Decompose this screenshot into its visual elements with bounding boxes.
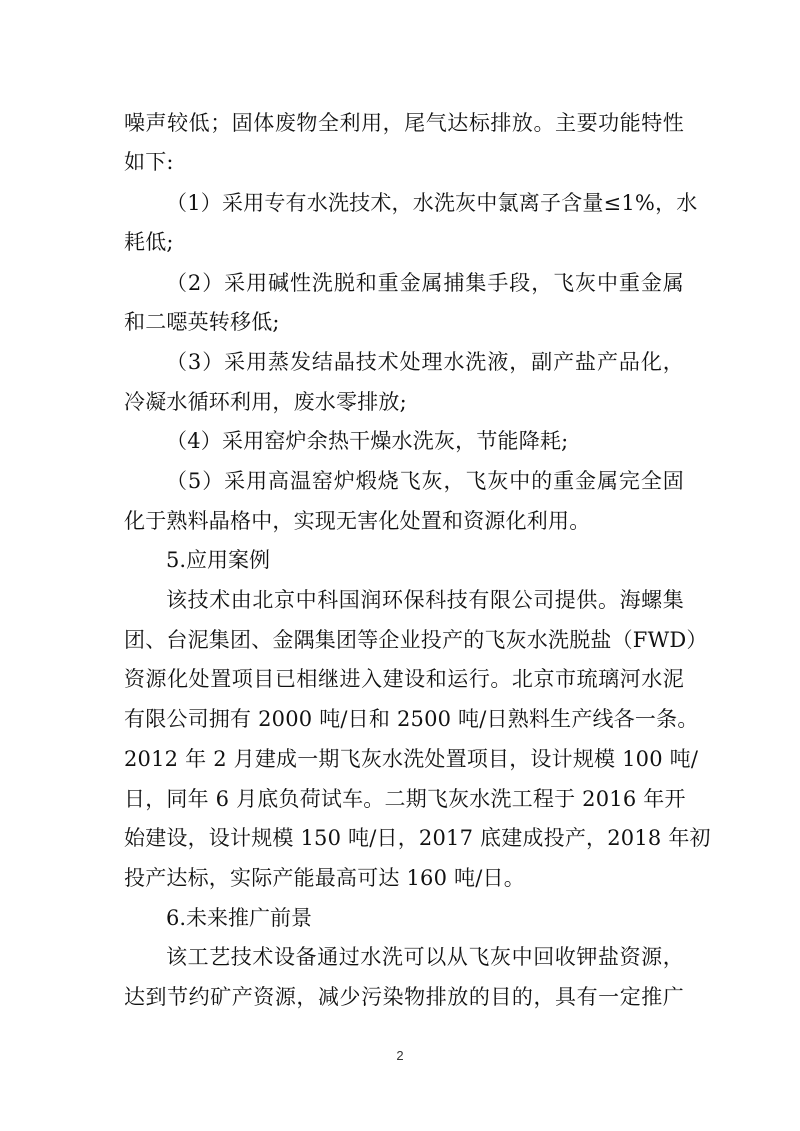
section-5-line-3: 资源化处置项目已相继进入建设和运行。北京市琉璃河水泥 [124,667,684,691]
feature-1-line-2: 耗低; [124,230,174,254]
feature-5-line-1: （5）采用高温窑炉煅烧飞灰，飞灰中的重金属完全固 [166,469,684,493]
section-5-line-7: 始建设，设计规模 150 吨/日，2017 底建成投产，2018 年初 [124,826,711,850]
feature-5-line-2: 化于熟料晶格中，实现无害化处置和资源化利用。 [124,509,591,533]
feature-2-line-1: （2）采用碱性洗脱和重金属捕集手段，飞灰中重金属 [166,271,684,295]
section-5-heading: 5.应用案例 [166,548,271,572]
intro-line-1: 噪声较低；固体废物全利用，尾气达标排放。主要功能特性 [124,111,684,135]
section-6-heading: 6.未来推广前景 [166,906,313,930]
feature-1-line-1: （1）采用专有水洗技术，水洗灰中氯离子含量≤1%，水 [166,191,698,215]
feature-2-line-2: 和二噁英转移低; [124,310,280,334]
section-6-line-1: 该工艺技术设备通过水洗可以从飞灰中回收钾盐资源， [166,945,684,969]
intro-line-2: 如下: [124,150,174,174]
feature-3-line-1: （3）采用蒸发结晶技术处理水洗液，副产盐产品化， [166,350,684,374]
section-5-line-4: 有限公司拥有 2000 吨/日和 2500 吨/日熟料生产线各一条。 [124,707,699,731]
section-5-line-8: 投产达标，实际产能最高可达 160 吨/日。 [124,866,525,890]
page-number: 2 [396,1048,404,1063]
feature-3-line-2: 冷凝水循环利用，废水零排放; [124,390,407,414]
feature-4-line-1: （4）采用窑炉余热干燥水洗灰，节能降耗; [166,429,569,453]
section-5-line-6: 日，同年 6 月底负荷试车。二期飞灰水洗工程于 2016 年开 [124,787,686,811]
section-5-line-1: 该技术由北京中科国润环保科技有限公司提供。海螺集 [166,588,684,612]
section-5-line-2: 团、台泥集团、金隅集团等企业投产的飞灰水洗脱盐（FWD） [124,628,708,652]
section-5-line-5: 2012 年 2 月建成一期飞灰水洗处置项目，设计规模 100 吨/ [124,747,699,771]
section-6-line-2: 达到节约矿产资源，减少污染物排放的目的，具有一定推广 [124,985,684,1009]
